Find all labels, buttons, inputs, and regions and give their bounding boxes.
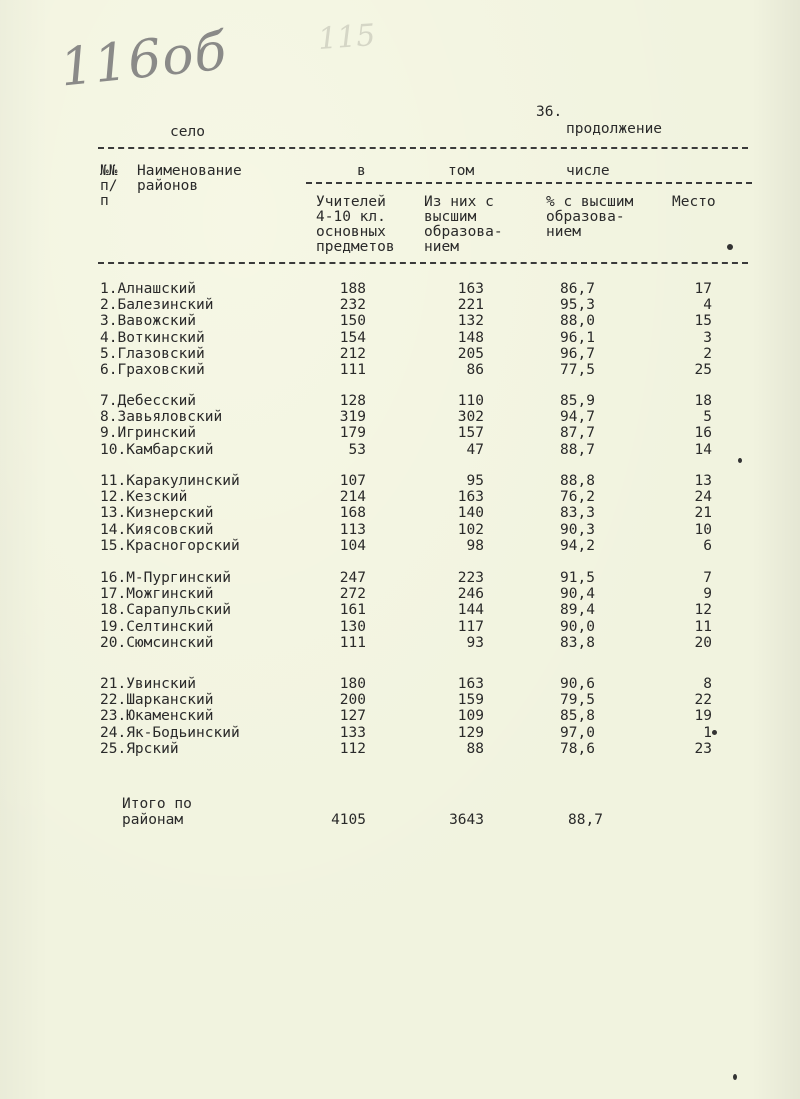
- table-row: [0, 602, 800, 618]
- higher-ed-count: 140: [457, 505, 484, 522]
- district-name: 20.Сюмсинский: [100, 634, 214, 651]
- higher-ed-count: 98: [466, 537, 484, 554]
- rank: 15: [694, 313, 712, 330]
- total-label: Итого по районам: [122, 796, 192, 828]
- table-row: [0, 330, 800, 346]
- higher-ed-count: 205: [457, 345, 484, 362]
- paper-speck: [738, 458, 742, 463]
- higher-ed-percent: 83,3: [560, 505, 595, 522]
- rank: 11: [694, 618, 712, 635]
- district-name: 25.Ярский: [100, 740, 179, 757]
- rank: 22: [694, 692, 712, 709]
- higher-ed-count: 148: [457, 329, 484, 346]
- total-higher: 3643: [449, 812, 484, 828]
- higher-ed-percent: 78,6: [560, 740, 595, 757]
- rank: 12: [694, 602, 712, 619]
- higher-ed-count: 117: [457, 618, 484, 635]
- higher-ed-percent: 96,7: [560, 345, 595, 362]
- header-number: №№ п/ п: [100, 163, 118, 209]
- higher-ed-count: 163: [457, 489, 484, 506]
- district-name: 5.Глазовский: [100, 345, 205, 362]
- table-row: [0, 708, 800, 724]
- table-row: [0, 409, 800, 425]
- higher-ed-count: 302: [457, 409, 484, 426]
- higher-ed-count: 144: [457, 602, 484, 619]
- higher-ed-percent: 91,5: [560, 570, 595, 586]
- table-row: [0, 297, 800, 313]
- district-name: 21.Увинский: [100, 676, 197, 692]
- teachers-count: 161: [339, 602, 366, 619]
- higher-ed-count: 88: [466, 740, 484, 757]
- table-row: [0, 635, 800, 651]
- higher-ed-count: 93: [466, 634, 484, 651]
- higher-ed-percent: 97,0: [560, 724, 595, 741]
- higher-ed-percent: 90,0: [560, 618, 595, 635]
- teachers-count: 200: [339, 692, 366, 709]
- section-label: село: [170, 124, 205, 140]
- district-name: 19.Селтинский: [100, 618, 214, 635]
- rank: 3: [703, 329, 712, 346]
- rank: 23: [694, 740, 712, 757]
- teachers-count: 127: [339, 708, 366, 725]
- district-name: 13.Кизнерский: [100, 505, 214, 522]
- table-row: [0, 281, 800, 297]
- header-group-v: в: [357, 163, 366, 179]
- header-higher-education: Из них с высшим образова- нием: [424, 194, 503, 255]
- higher-ed-count: 110: [457, 393, 484, 409]
- table-row: [0, 489, 800, 505]
- rank: 19: [694, 708, 712, 725]
- rank: 25: [694, 362, 712, 378]
- paper-speck: [733, 1074, 737, 1080]
- higher-ed-percent: 90,3: [560, 521, 595, 538]
- table-row: [0, 725, 800, 741]
- higher-ed-percent: 83,8: [560, 634, 595, 651]
- header-bottom-rule: [98, 262, 748, 264]
- table-row: [0, 538, 800, 554]
- table-row: [0, 362, 800, 378]
- higher-ed-percent: 95,3: [560, 297, 595, 314]
- teachers-count: 247: [339, 570, 366, 586]
- district-name: 14.Киясовский: [100, 521, 214, 538]
- teachers-count: 133: [339, 724, 366, 741]
- teachers-count: 214: [339, 489, 366, 506]
- teachers-count: 107: [339, 473, 366, 489]
- higher-ed-percent: 90,4: [560, 586, 595, 603]
- higher-ed-percent: 79,5: [560, 692, 595, 709]
- teachers-count: 111: [339, 634, 366, 651]
- rank: 5: [703, 409, 712, 426]
- table-row: [0, 741, 800, 757]
- higher-ed-count: 129: [457, 724, 484, 741]
- district-name: 12.Кезский: [100, 489, 188, 506]
- teachers-count: 319: [339, 409, 366, 426]
- top-rule: [98, 147, 748, 149]
- higher-ed-percent: 85,9: [560, 393, 595, 409]
- rank: 13: [694, 473, 712, 489]
- higher-ed-count: 223: [457, 570, 484, 586]
- teachers-count: 130: [339, 618, 366, 635]
- district-name: 16.М-Пургинский: [100, 570, 231, 586]
- rank: 7: [703, 570, 712, 586]
- higher-ed-count: 47: [466, 441, 484, 458]
- higher-ed-percent: 88,0: [560, 313, 595, 330]
- higher-ed-percent: 89,4: [560, 602, 595, 619]
- rank: 10: [694, 521, 712, 538]
- header-percent: % с высшим образова- нием: [546, 194, 634, 240]
- rank: 21: [694, 505, 712, 522]
- teachers-count: 154: [339, 329, 366, 346]
- rank: 9: [703, 586, 712, 603]
- teachers-count: 232: [339, 297, 366, 314]
- table-row: [0, 313, 800, 329]
- paper-speck: [712, 730, 717, 735]
- rank: 18: [694, 393, 712, 409]
- teachers-count: 150: [339, 313, 366, 330]
- table-row: [0, 473, 800, 489]
- higher-ed-count: 159: [457, 692, 484, 709]
- header-group-chisle: числе: [566, 163, 610, 179]
- total-percent: 88,7: [568, 812, 603, 828]
- table-row: [0, 676, 800, 692]
- group-rule: [306, 182, 752, 184]
- rank: 4: [703, 297, 712, 314]
- higher-ed-count: 163: [457, 281, 484, 297]
- paper-speck: [727, 244, 733, 250]
- table-row: [0, 442, 800, 458]
- district-name: 7.Дебесский: [100, 393, 197, 409]
- higher-ed-percent: 86,7: [560, 281, 595, 297]
- table-row: [0, 570, 800, 586]
- higher-ed-percent: 87,7: [560, 425, 595, 442]
- table-row: [0, 346, 800, 362]
- page-number: 36.: [536, 104, 563, 120]
- district-name: 3.Вавожский: [100, 313, 197, 330]
- higher-ed-count: 109: [457, 708, 484, 725]
- higher-ed-percent: 77,5: [560, 362, 595, 378]
- table-row: [0, 619, 800, 635]
- teachers-count: 212: [339, 345, 366, 362]
- higher-ed-count: 246: [457, 586, 484, 603]
- district-name: 6.Граховский: [100, 362, 205, 378]
- district-name: 8.Завьяловский: [100, 409, 223, 426]
- higher-ed-percent: 90,6: [560, 676, 595, 692]
- higher-ed-count: 221: [457, 297, 484, 314]
- higher-ed-count: 163: [457, 676, 484, 692]
- table-row: [0, 505, 800, 521]
- higher-ed-percent: 96,1: [560, 329, 595, 346]
- rank: 16: [694, 425, 712, 442]
- district-name: 11.Каракулинский: [100, 473, 240, 489]
- district-name: 4.Воткинский: [100, 329, 205, 346]
- district-name: 9.Игринский: [100, 425, 197, 442]
- teachers-count: 128: [339, 393, 366, 409]
- rank: 17: [694, 281, 712, 297]
- header-group-tom: том: [448, 163, 475, 179]
- district-name: 23.Юкаменский: [100, 708, 214, 725]
- higher-ed-percent: 94,7: [560, 409, 595, 426]
- rank: 2: [703, 345, 712, 362]
- district-name: 24.Як-Бодьинский: [100, 724, 240, 741]
- district-name: 10.Камбарский: [100, 441, 214, 458]
- district-name: 2.Балезинский: [100, 297, 214, 314]
- higher-ed-count: 157: [457, 425, 484, 442]
- teachers-count: 272: [339, 586, 366, 603]
- table-row: [0, 586, 800, 602]
- teachers-count: 113: [339, 521, 366, 538]
- header-district-name: Наименование районов: [137, 163, 242, 194]
- table-row: [0, 692, 800, 708]
- higher-ed-percent: 88,7: [560, 441, 595, 458]
- district-name: 15.Красногорский: [100, 537, 240, 554]
- teachers-count: 112: [339, 740, 366, 757]
- continuation-label: продолжение: [566, 121, 663, 137]
- teachers-count: 104: [339, 537, 366, 554]
- header-teachers: Учителей 4-10 кл. основных предметов: [316, 194, 395, 255]
- district-name: 1.Алнашский: [100, 281, 197, 297]
- table-row: [0, 425, 800, 441]
- rank: 6: [703, 537, 712, 554]
- higher-ed-percent: 88,8: [560, 473, 595, 489]
- district-name: 22.Шарканский: [100, 692, 214, 709]
- handwritten-page-note: 116об: [57, 21, 230, 99]
- rank: 20: [694, 634, 712, 651]
- teachers-count: 168: [339, 505, 366, 522]
- total-teachers: 4105: [331, 812, 366, 828]
- higher-ed-percent: 85,8: [560, 708, 595, 725]
- higher-ed-count: 95: [466, 473, 484, 489]
- rank: 24: [694, 489, 712, 506]
- teachers-count: 179: [339, 425, 366, 442]
- faint-stamp-number: 115: [316, 18, 377, 57]
- higher-ed-percent: 94,2: [560, 537, 595, 554]
- higher-ed-count: 132: [457, 313, 484, 330]
- table-row: [0, 522, 800, 538]
- higher-ed-percent: 76,2: [560, 489, 595, 506]
- header-rank: Место: [672, 194, 716, 210]
- district-name: 17.Можгинский: [100, 586, 214, 603]
- rank: 1: [703, 724, 712, 741]
- teachers-count: 111: [339, 362, 366, 378]
- district-name: 18.Сарапульский: [100, 602, 231, 619]
- table-row: [0, 393, 800, 409]
- rank: 8: [703, 676, 712, 692]
- teachers-count: 53: [348, 441, 366, 458]
- rank: 14: [694, 441, 712, 458]
- teachers-count: 180: [339, 676, 366, 692]
- higher-ed-count: 86: [466, 362, 484, 378]
- higher-ed-count: 102: [457, 521, 484, 538]
- teachers-count: 188: [339, 281, 366, 297]
